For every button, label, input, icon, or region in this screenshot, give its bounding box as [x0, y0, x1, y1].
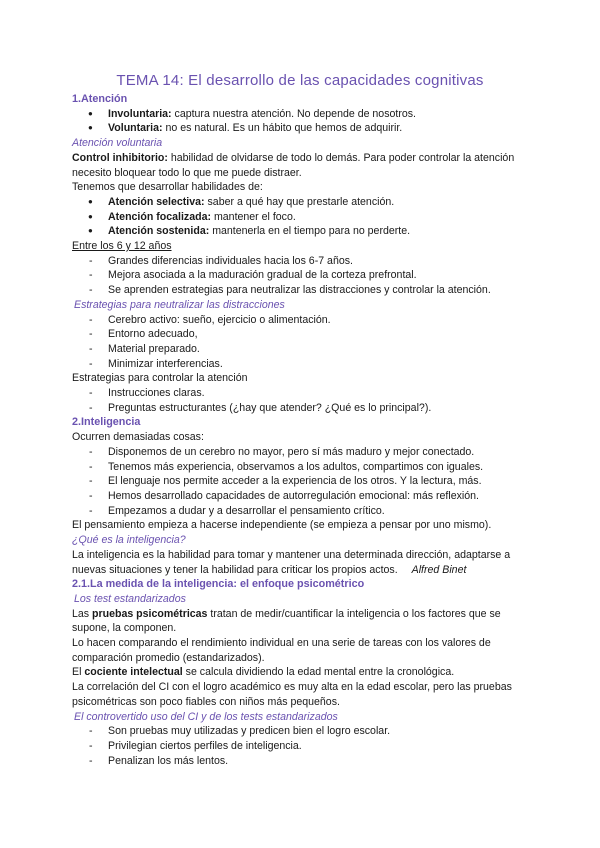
subheading-estrategias-neutralizar: Estrategias para neutralizar las distracciones — [74, 298, 285, 311]
list-item: - Cerebro activo: sueño, ejercicio o alimentación. — [72, 313, 532, 328]
paragraph-pensamiento: El pensamiento empieza a hacerse independiente (se empieza a pensar por uno mismo). — [72, 519, 492, 532]
list-item: - Penalizan los más lentos. — [72, 754, 532, 769]
paragraph-definicion: La inteligencia es la habilidad para tomar y mantener una determinada dirección, adaptarse a nuevas situaciones y tener la habilidad para criticar los propios actos. Alfred Binet — [72, 548, 511, 576]
author-citation: Alfred Binet — [411, 563, 467, 576]
list-item: - Material preparado. — [72, 342, 532, 357]
entre-list — [72, 254, 532, 298]
paragraph-entre-6-12: Entre los 6 y 12 años — [72, 240, 172, 253]
paragraph-tenemos: Tenemos que desarrollar habilidades de: — [72, 181, 263, 194]
list-item: - Entorno adecuado, — [72, 327, 532, 342]
list-item: - Empezamos a dudar y a desarrollar el pensamiento crítico. — [72, 504, 532, 519]
paragraph-comparando: Lo hacen comparando el rendimiento individual en una serie de tareas con los valores de comparación promedio (estandarizados). — [72, 637, 491, 664]
page-title: TEMA 14: El desarrollo de las capacidades cognitivas — [116, 72, 484, 89]
list-item: - Instrucciones claras. — [72, 386, 532, 401]
list-item: - Grandes diferencias individuales hacia los 6-7 años. — [72, 254, 532, 269]
paragraph-control-inhibitorio: Control inhibitorio: habilidad de olvidarse de todo lo demás. Para poder controlar la atención necesito bloquear todo lo que me puede distraer. — [72, 151, 515, 179]
list-item: ● Atención focalizada: mantener el foco. — [72, 210, 532, 225]
list-item: - Privilegian ciertos perfiles de inteligencia. — [72, 739, 532, 754]
habilidades-list — [72, 195, 532, 239]
atencion-types-list — [72, 107, 532, 136]
document-body — [72, 92, 532, 768]
paragraph-ocurren: Ocurren demasiadas cosas: — [72, 431, 204, 444]
ocurren-list — [72, 445, 532, 519]
list-item: ● Atención sostenida: mantenerla en el tiempo para no perderte. — [72, 224, 532, 239]
paragraph-correlacion: La correlación del CI con el logro académico es muy alta en la edad escolar, pero las pruebas psicométricas son poco fiables con niños más pequeños. — [72, 681, 512, 708]
subheading-controvertido: El controvertido uso del CI y de los tests estandarizados — [74, 710, 338, 723]
list-item: ● Atención selectiva: saber a qué hay que prestarle atención. — [72, 195, 532, 210]
subheading-test-estandarizados: Los test estandarizados — [74, 592, 186, 605]
paragraph-pruebas: Las pruebas psicométricas tratan de medir/cuantificar la inteligencia o los factores que se supone, la componen. — [72, 607, 501, 635]
subheading-que-es-inteligencia: ¿Qué es la inteligencia? — [72, 534, 186, 547]
list-item: ● Involuntaria: captura nuestra atención. No depende de nosotros. — [72, 107, 532, 122]
section-heading-atencion: 1.Atención — [72, 93, 128, 105]
controvertido-list — [72, 724, 532, 768]
list-item: - Minimizar interferencias. — [72, 357, 532, 372]
list-item: - Mejora asociada a la maduración gradual de la corteza prefrontal. — [72, 268, 532, 283]
paragraph-estrategias-controlar: Estrategias para controlar la atención — [72, 372, 248, 385]
list-item: ● Voluntaria: no es natural. Es un hábito que hemos de adquirir. — [72, 121, 532, 136]
list-item: - Hemos desarrollado capacidades de autorregulación emocional: más reflexión. — [72, 489, 532, 504]
estrategias-list — [72, 313, 532, 372]
section-heading-medida: 2.1.La medida de la inteligencia: el enfoque psicométrico — [72, 578, 365, 591]
control-list — [72, 386, 532, 415]
list-item: - Se aprenden estrategias para neutralizar las distracciones y controlar la atención. — [72, 283, 532, 298]
list-item: - Disponemos de un cerebro no mayor, pero sí más maduro y mejor conectado. — [72, 445, 532, 460]
list-item: - Tenemos más experiencia, observamos a los adultos, compartimos con iguales. — [72, 460, 532, 475]
list-item: - Preguntas estructurantes (¿hay que atender? ¿Qué es lo principal?). — [72, 401, 532, 416]
list-item: - Son pruebas muy utilizadas y predicen bien el logro escolar. — [72, 724, 532, 739]
section-heading-inteligencia: 2.Inteligencia — [72, 416, 141, 429]
subheading-atencion-voluntaria: Atención voluntaria — [72, 137, 163, 150]
paragraph-cociente: El cociente intelectual se calcula dividiendo la edad mental entre la cronológica. — [72, 666, 455, 679]
list-item: - El lenguaje nos permite acceder a la experiencia de los otros. Y la lectura, más. — [72, 474, 532, 489]
